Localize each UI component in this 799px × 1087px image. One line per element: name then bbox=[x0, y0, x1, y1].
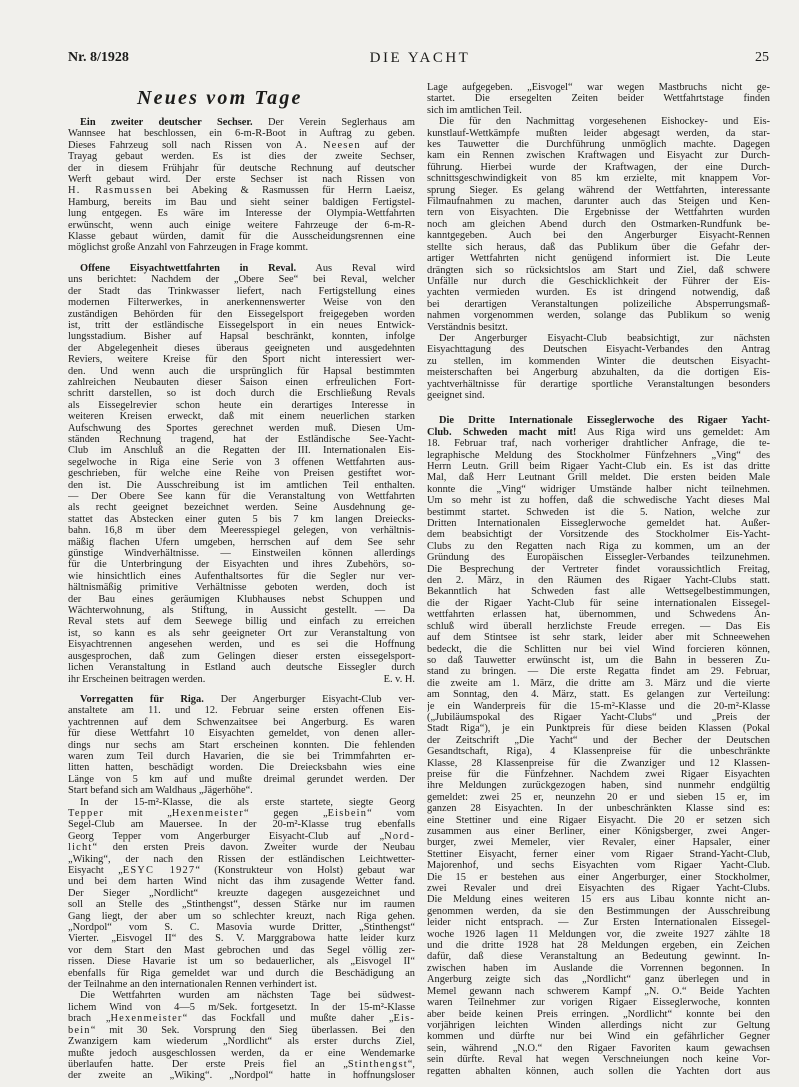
emphasized-name: Tepper bbox=[68, 807, 104, 819]
text-line: Die für den Nachmittag vorgesehenen Eishockey- und Eis- bbox=[439, 116, 770, 128]
text-line bbox=[427, 415, 770, 426]
text-line: noch am gleichen Abend durch den Ostmarken-Rundfunk be- bbox=[427, 218, 770, 230]
text-line: vor dem Start den Mast gebrochen und das Segel völlig zer- bbox=[68, 944, 415, 956]
text-line: Segel-Club am Mauersee. In der 20-m²-Klasse trug ebenfalls bbox=[68, 819, 415, 831]
text-line: regatten abhalten können, auch sollen die Yachten dort aus bbox=[427, 1065, 770, 1077]
text-line: lungsstadium. Bisher auf Hapsal beschränkt, konnten, infolge bbox=[68, 331, 415, 343]
text-line: meisterschaften bei Angerburg abzuhalten, da die dortigen Eis- bbox=[427, 367, 770, 379]
text-line: je ein Wanderpreis für die 15-m²-Klasse und die 20-m²-Klasse bbox=[427, 700, 770, 712]
article bbox=[68, 694, 415, 1082]
text-line: und die dritte 1928 hat 28 Meldungen ergeben, ein Zeichen bbox=[427, 940, 770, 952]
text-line: der in diesem Frühjahr für deutsche Rechnung auf deutscher bbox=[68, 162, 415, 174]
text-line: der Teilnahme an den internationalen Rennen verhindert ist. bbox=[68, 979, 317, 991]
text-line: 18. Februar traf, nach vorheriger drahtlicher Anfrage, die te- bbox=[427, 438, 770, 450]
emphasized-name: bein bbox=[68, 1024, 91, 1036]
text-line: auf dem Stintsee ist sehr stark, leider aber mit Schneewehen bbox=[427, 632, 770, 644]
text-run: Dieses Fahrzeug soll nach Rissen von bbox=[68, 139, 296, 151]
text-line: zwei Revaler und drei Eisyachten des Rigaer Yacht-Clubs. bbox=[427, 883, 770, 895]
text-line: Dritten Internationalen Eisseglerwoche gemeldet hat. Außer- bbox=[427, 518, 770, 530]
text-run: “ gegen „ bbox=[244, 807, 328, 819]
text-line: Wannsee hat beschlossen, ein 6-m-R-Boot in Auftrag zu geben. bbox=[68, 128, 415, 140]
text-line: stellte sich heraus, daß das Publikum über die Gefahr der- bbox=[427, 241, 770, 253]
text-line: kam ein Rennen zwischen Kraftwagen und Eisyacht zur Durch- bbox=[427, 150, 770, 162]
author-signature: E. v. H. bbox=[383, 673, 415, 685]
text-run: auf der bbox=[360, 139, 415, 151]
text-line: mußte jedoch ausgeschlossen werden, da er eine Wendemarke bbox=[68, 1047, 415, 1059]
emphasized-name: Hexenmeister bbox=[171, 807, 245, 819]
text-line: führung. Hierbei wurde der Kraftwagen, der eine Durch- bbox=[427, 161, 770, 173]
emphasized-name: Stinthengst bbox=[347, 1058, 408, 1070]
text-line: tern von Eisyachten. Die Ergebnisse der Wettfahrten wurden bbox=[427, 207, 770, 219]
text-line: zu stellen, im kommenden Winter die deutschen Eisyacht- bbox=[427, 355, 770, 367]
text-run: überlaufen hatte. Der erste Preis fiel an „ bbox=[68, 1058, 348, 1070]
text-line: yachtrennen auf dem Schwenzaitsee bei Angerburg. Es waren bbox=[68, 716, 415, 728]
text-line: Die Besprechung der Vertreter findet voraussichtlich Freitag, bbox=[427, 563, 770, 575]
article bbox=[68, 117, 415, 254]
text-line: kunstlauf-Wettkämpfe mußten leider abgesagt werden, da star- bbox=[427, 127, 770, 139]
text-line: ebenfalls für Riga gemeldet war und durch die Beschädigung an bbox=[68, 967, 415, 979]
text-line: den 2. März, in den Räumen des Rigaer Yacht-Clubs statt. bbox=[427, 575, 770, 587]
text-line: am Sonntag, den 4. März, statt. Es gelangen zur Verteilung: bbox=[427, 689, 770, 701]
text-line: Aufschwung des Sportes gerechnet werden muß. Diesen Um- bbox=[68, 422, 415, 434]
text-line: Majorenhof, und sechs Eisyachten vom Rigaer Yacht-Club. bbox=[427, 860, 770, 872]
text-line: Um so mehr ist zu hoffen, daß die schwedische Yacht dieses Mal bbox=[427, 495, 770, 507]
text-line: Verständnis besitzt. bbox=[427, 321, 508, 333]
text-line: mäßig flachen Ufern umgeben, herrschen auf dem See sehr bbox=[68, 536, 415, 548]
text-line: Klasse, 28 Klassenpreise für die Zwanziger und 12 Klassen- bbox=[427, 757, 770, 769]
text-line: der Stadt das Trinkwasser liefert, nach Fertigstellung eines bbox=[68, 285, 415, 297]
text-line: stattet das Abstecken einer guten 5 bis 7 km langen Dreiecks- bbox=[68, 513, 415, 525]
text-line: Eisyachtrennen angesehen werden, und es sei die Hoffnung bbox=[68, 639, 415, 651]
text-line: den. Und wenn auch die ursprünglich für Hapsal bestimmten bbox=[68, 365, 415, 377]
emphasized-name: Eis- bbox=[393, 1013, 415, 1025]
text-run: bei Abeking & Rasmussen für Herrn Laeisz, bbox=[152, 185, 415, 197]
emphasized-name: ESYC 1927 bbox=[122, 865, 196, 876]
text-line: gemeldet: zwei 25 er, neunzehn 20 er und sieben 15 er, im bbox=[427, 791, 770, 803]
text-line: Die Meldung eines weiteren 15 ers aus Libau konnte nicht an- bbox=[427, 894, 770, 906]
text-run: Aus Reval wird bbox=[296, 262, 415, 274]
text-line: Vierter. „Eisvogel II“ des S. V. Marggrabowa hatte leider kurz bbox=[68, 933, 415, 945]
text-line: schluß wird überall herzlichste Freude erregen. — Das Eis bbox=[427, 620, 770, 632]
text-line: Trayag gebaut werden. Es ist dies der zweite Sechser, bbox=[68, 151, 415, 163]
emphasized-name: H. Rasmussen bbox=[68, 185, 153, 197]
text-line: bahn. 16,8 m über dem Meeresspiegel gelegen, von verhältnis- bbox=[68, 525, 415, 537]
text-line: modernen Filterwerkes, in anerkennenswerter Weise von den bbox=[68, 297, 415, 309]
text-line: Memel gewann nach schwerem Kampf „N. O.“ Beide Yachten bbox=[427, 985, 770, 997]
text-line: burger, zwei Memeler, vier Revaler, einer Hapsaler, einer bbox=[427, 837, 770, 849]
text-line: segelwoche in Riga eine Serie von 3 offenen Wettfahrten aus- bbox=[68, 456, 415, 468]
text-line: dings nur sechs am Start erscheinen konnten. Die fehlenden bbox=[68, 739, 415, 751]
text-line: schritt darstellen, so ist doch durch die Erschließung Revals bbox=[68, 388, 415, 400]
text-line: Reval stets auf dem Seewege billig und einfach zu erreichen bbox=[68, 616, 415, 628]
text-line: uns berichtet: Nachdem der „Obere See“ bei Reval, welcher bbox=[68, 274, 415, 286]
text-line: Hamburg, bereits im Bau und sieht seiner baldigen Fertigstel- bbox=[68, 196, 415, 208]
text-line: Clubs zu den Regatten nach Riga zu kommen, um an der bbox=[427, 540, 770, 552]
text-run: ihr Erscheinen beitragen werden. bbox=[68, 673, 206, 685]
text-line: Die 15 er bestehen aus einer Angerburger, einer Stockholmer, bbox=[427, 871, 770, 883]
text-line: Lage aufgegeben. „Eisvogel“ war wegen Mastbruchs nicht ge- bbox=[427, 82, 770, 93]
text-line: der Bau eines geräumigen Klubhauses nebst Schuppen und bbox=[68, 593, 415, 605]
text-line: geeignet sind. bbox=[427, 389, 485, 401]
paragraph bbox=[427, 82, 770, 116]
run-in-heading: Ein zweiter deutscher Sechser. bbox=[80, 117, 253, 128]
text-run: Der Angerburger Eisyacht-Club ver- bbox=[203, 693, 415, 705]
text-line: Reviers, weitere Kreise für den Sport nicht interessiert wer- bbox=[68, 354, 415, 366]
text-line bbox=[68, 117, 415, 128]
run-in-heading: Offene Eisyachtwettfahrten in Reval. bbox=[80, 262, 297, 274]
text-run: “, bbox=[407, 1058, 415, 1070]
text-line: günstige Windverhältnisse. — Einstweilen können allerdings bbox=[68, 548, 415, 560]
text-line: kes Tauwetter die Durchführung unmöglich machte. Dagegen bbox=[427, 139, 770, 151]
text-line: („Jubiläumspokal des Rigaer Yacht-Clubs“ und „Preis der bbox=[427, 711, 770, 723]
text-line: Stettiner Eisyacht, ferner einer vom Rigaer Strand-Yacht-Club, bbox=[427, 848, 770, 860]
text-line bbox=[68, 808, 415, 819]
text-line: Der Angerburger Eisyacht-Club beabsichtigt, zur nächsten bbox=[439, 332, 770, 344]
text-line: legraphische Meldung des Stockholmer Fünfzehners „Ving“ des bbox=[427, 449, 770, 461]
text-run: “ den ersten Preis davon. Zweiter wurde der Neubau bbox=[92, 842, 415, 854]
text-line: erwünscht, wenn auch einige weitere Fahrzeuge der 6-m-R- bbox=[68, 219, 415, 231]
text-line bbox=[68, 831, 415, 842]
text-line: zusammen aus einer Berliner, einer Königsberger, zwei Anger- bbox=[427, 826, 770, 837]
text-line: eine Stettiner und eine Rigaer Eisyacht. Die 20 er setzen sich bbox=[427, 814, 770, 826]
emphasized-name: A. Neesen bbox=[295, 139, 361, 151]
text-line: Herrn Leutn. Grill beim Rigaer Yacht-Club ein. Es ist das dritte bbox=[427, 461, 770, 472]
text-line: Die Wettfahrten wurden am nächsten Tage bei südwest- bbox=[80, 990, 415, 1002]
text-line: zuständigen Behörden für den Eissegelsport freigegeben worden bbox=[68, 308, 415, 320]
emphasized-name: licht bbox=[68, 842, 93, 854]
text-line: Zwanzigern kam wiederum „Nordlicht“ als erster durchs Ziel, bbox=[68, 1036, 415, 1048]
paragraph bbox=[68, 117, 415, 254]
paragraph bbox=[68, 797, 415, 991]
text-line: yachten vermieden wurden. Es ist dringend notwendig, daß bbox=[427, 287, 770, 299]
text-run: Aus Riga wird uns gemeldet: Am bbox=[576, 426, 770, 438]
text-line bbox=[68, 842, 415, 853]
text-line: dafür, daß diese Veranstaltung an Bedeutung gewinnt. In- bbox=[427, 951, 770, 963]
text-line: stand zu bringen. — Die erste Regatta findet am 29. Februar, bbox=[427, 666, 770, 678]
text-line: als recht geeignet bezeichnet werden. Seine Ausdehnung ge- bbox=[68, 502, 415, 514]
text-line: „Nordpol“ vom S. C. Masovia wurde Dritter, „Stinthengst“ bbox=[68, 922, 415, 934]
text-line: aber beide keinen Preis erringen. „Nordlicht“ konnte bei den bbox=[427, 1008, 770, 1020]
text-line: bei derartigen Veranstaltungen polizeiliche Absperrungsmaß- bbox=[427, 298, 770, 310]
text-line: lichem Wind von 4—5 m/Sek. fortgesetzt. In der 15-m²-Klasse bbox=[68, 1001, 415, 1013]
text-line: ihre Meldungen zurückgezogen haben, sind nunmehr endgültig bbox=[427, 780, 770, 792]
paragraph bbox=[427, 333, 770, 401]
text-line bbox=[68, 694, 415, 705]
paragraph bbox=[427, 415, 770, 1077]
emphasized-name: Nord- bbox=[384, 830, 415, 842]
text-line: Bekanntlich hat Schweden fast alle Wettsegelbestimmungen, bbox=[427, 586, 770, 598]
text-line: ganzen 28 Eisyachten. In der unbeschränkten Klasse sind es: bbox=[427, 803, 770, 815]
paragraph bbox=[68, 263, 415, 685]
text-line: konnte die „Ving“ widriger Umstände halber nicht teilnehmen. bbox=[427, 483, 770, 495]
text-line: für die Unterbringung der Eisyachten und ihres Zubehörs, so- bbox=[68, 559, 415, 571]
text-line: sich im amtlichen Teil. bbox=[427, 104, 522, 116]
text-line: Mal, daß Herr Leutnant Grill meldet. Die ersten beiden Male bbox=[427, 472, 770, 484]
left-text-column bbox=[68, 117, 415, 1082]
text-line: kommen und dürfte nur bei Wind ein gefährlicher Gegner bbox=[427, 1031, 770, 1043]
text-line: sprung Sieger. Es gelang während der Wettfahrten, interessante bbox=[427, 184, 770, 196]
emphasized-name: Eisbein bbox=[327, 807, 368, 819]
right-text-column bbox=[427, 82, 770, 1077]
text-line: den ist. Die Ausschreibung ist im amtlichen Teil enthalten. bbox=[68, 479, 415, 491]
text-line: rissen. Diese Havarie ist um so bedauerlicher, als „Eisvogel II“ bbox=[68, 956, 415, 968]
paragraph bbox=[427, 116, 770, 333]
run-in-heading: Die Dritte Internationale Eisseglerwoche des Rigaer Yacht- bbox=[439, 415, 770, 427]
text-line: waren Teilnehmer zur vorigen Rigaer Eisseglerwoche, konnten bbox=[427, 997, 770, 1009]
text-line: Gang liegt, der aber um so schlechter kreuzt, nach Riga gehen. bbox=[68, 910, 415, 922]
text-run: mit „ bbox=[103, 807, 172, 819]
text-line bbox=[68, 1059, 415, 1070]
text-line: weiteren Kreisen erweckt, daß mit einem neuerlichen starken bbox=[68, 411, 415, 423]
text-line: und bei dem harten Wind nicht das ihm zusagende Wetter fand. bbox=[68, 876, 415, 888]
text-line: Unfälle nur durch die Geschicklichkeit der Führer der Eis- bbox=[427, 275, 770, 287]
text-line: startet. Die ersegelten Zeiten beider Wettfahrtstage finden bbox=[427, 93, 770, 105]
text-run: “ vom bbox=[367, 807, 415, 819]
text-line: zahlreichen Neubauten dieser Saison einen erfreulichen Fort- bbox=[68, 376, 415, 388]
text-line: ständen Rechnung tragend, hat der Estländische See-Yacht- bbox=[68, 433, 415, 445]
text-line bbox=[68, 865, 415, 876]
text-run: Eisyacht „ bbox=[68, 865, 123, 876]
text-line: artiger Wettfahrten nicht genügend informiert ist. Die Leute bbox=[427, 253, 770, 265]
text-line: Eisyachttagung des Deutschen Eisyacht-Verbandes den Antrag bbox=[427, 344, 770, 356]
text-line: Stadt Riga“), je ein Punktpreis für diese beiden Klassen (Pokal bbox=[427, 723, 770, 735]
text-line: der Zeitschrift „Die Yacht“ und der Becher der Deutschen bbox=[427, 734, 770, 746]
issue-number: Nr. 8/1928 bbox=[68, 50, 129, 65]
text-line: waren zum Teil durch Havarien, die sie bei Trimmfahrten er- bbox=[68, 750, 415, 762]
text-line: ist, tritt der estländische Eissegelsport in ein neues Entwick- bbox=[68, 319, 415, 331]
text-line: genommen werden, da sie den Bestimmungen der Ausschreibung bbox=[427, 905, 770, 917]
text-line: Klasse gebaut würden, damit für die Ausscheidungsrennen eine bbox=[68, 231, 415, 243]
text-line bbox=[68, 1013, 415, 1024]
text-run: brach „ bbox=[68, 1013, 111, 1025]
text-line: litten hatten, beschädigt worden. Die Dreiecksbahn wies eine bbox=[68, 762, 415, 774]
text-line: Gründung des Europäischen Eissegler-Verbandes teilzunehmen. bbox=[427, 552, 770, 564]
text-line: Der Sieger „Nordlicht“ kreuzte dagegen ausgezeichnet und bbox=[68, 887, 415, 899]
text-line: für diese Wettfahrt 10 Eisyachten gemeldet, von denen aller- bbox=[68, 728, 415, 740]
text-line bbox=[68, 263, 415, 274]
text-line: Angerburg zeigte sich das „Nordlicht“ ganz überlegen und in bbox=[427, 974, 770, 986]
text-line: ausgesprochen, daß zum Gelingen dieser ersten eissegelsport- bbox=[68, 650, 415, 662]
text-line: ist, so kann es als sehr geeigneter Ort zur Veranstaltung von bbox=[68, 627, 415, 639]
text-line: yachtverhältnisse für derartige sportliche Veranstaltungen besonders bbox=[427, 378, 770, 390]
text-run: Georg Tepper vom Angerburger Eisyacht-Club auf „ bbox=[68, 830, 385, 842]
paragraph bbox=[68, 990, 415, 1081]
text-line: der zweite an „Wiking“. „Nordpol“ hatte in hoffnungsloser bbox=[68, 1070, 415, 1082]
text-line bbox=[68, 674, 415, 685]
page-number: 25 bbox=[755, 50, 769, 65]
text-line: bedeckt, die die Schlitten nur bei viel Wind forcieren können, bbox=[427, 643, 770, 655]
text-line: hältnismäßig primitive Verhältnisse geboten werden, doch ist bbox=[68, 582, 415, 594]
text-line: Filmaufnahmen zu machen, darunter auch das Steigen und Ken- bbox=[427, 196, 770, 208]
text-line: „Wiking“, der nach den Rissen der estländischen Leichtwetter- bbox=[68, 853, 415, 865]
text-line: schnittsgeschwindigkeit von 85 km erzielte, mit knappem Vor- bbox=[427, 173, 770, 185]
text-line: der Abgelegenheit dieses überaus geeigneten und ausgedehnten bbox=[68, 342, 415, 354]
text-line: Club im Anschluß an die Regatten der III. Internationalen Eis- bbox=[68, 445, 415, 457]
text-line: dem beabsichtigt der Vorsitzende des Stockholmer Eis-Yacht- bbox=[427, 529, 770, 541]
text-line: als Eissegelrevier schon heute ein derartiges Interesse in bbox=[68, 399, 415, 411]
text-run: “ (Konstrukteur von Holst) gebaut war bbox=[195, 865, 415, 876]
text-line: Werft gebaut wird. Der erste Sechser ist nach Rissen von bbox=[68, 174, 415, 186]
text-line: leider nicht entsprach. — Zur Ersten Internationalen Eissegel- bbox=[427, 917, 770, 929]
text-line: Wächterwohnung, als Stiftung, in Aussicht gestellt. — Da bbox=[68, 605, 415, 617]
section-title: Neues vom Tage bbox=[137, 87, 303, 109]
text-line: so daß Tauwetter erwünscht ist, um die Bahn in besseren Zu- bbox=[427, 654, 770, 666]
text-line: In der 15-m²-Klasse, die als erste startete, siegte Georg bbox=[80, 796, 415, 808]
text-line bbox=[68, 140, 415, 151]
text-line: nahmen vorgenommen werden, solange das Publikum so wenig bbox=[427, 310, 770, 322]
text-line: möglichst große Anzahl von Fahrzeugen in Frage kommt. bbox=[68, 242, 309, 254]
text-line: wettfahrten erlassen hat, übernommen, und Schwedens An- bbox=[427, 609, 770, 621]
text-line: die zweite am 1. März, die dritte am 3. März und die vierte bbox=[427, 677, 770, 689]
text-line: lichen Veranstaltung in Estland auch deutsche Eissegler durch bbox=[68, 662, 415, 674]
text-line: Länge von 5 km auf und mußte dreimal gerundet werden. Der bbox=[68, 773, 415, 785]
text-line: sein, während „N.O.“ den Rigaer Favoriten kaum gewachsen bbox=[427, 1042, 770, 1054]
text-line: bestimmt startet. Schweden ist die 5. Nation, welche zur bbox=[427, 506, 770, 518]
text-line bbox=[427, 427, 770, 438]
text-line: sein dürfte. Reval hat wegen Verschneiungen noch keine Vor- bbox=[427, 1054, 770, 1066]
article bbox=[427, 415, 770, 1077]
text-line bbox=[68, 1025, 415, 1036]
emphasized-name: Hexenmeister bbox=[110, 1013, 183, 1025]
text-run: “ das Fockfall und mußte daher „ bbox=[182, 1013, 394, 1025]
text-line: vorjährigen leichten Winden allerdings nicht zur Geltung bbox=[427, 1019, 770, 1031]
magazine-title: DIE YACHT bbox=[369, 50, 471, 66]
text-line: geschrieben, für welche eine Reihe von Preisen gestiftet wor- bbox=[68, 468, 415, 480]
run-in-heading: Vorregatten für Riga. bbox=[80, 693, 204, 705]
text-line: drängten sich so rücksichtslos am Start und Ziel, daß schwere bbox=[427, 264, 770, 276]
text-line: die der Rigaer Yacht-Club für seine internationalen Eissegel- bbox=[427, 597, 770, 609]
text-line: — Der Obere See kann für die Veranstaltung von Wettfahrten bbox=[68, 491, 415, 502]
text-line: anstaltete am 11. und 12. Februar seine ersten offenen Eis- bbox=[68, 705, 415, 717]
text-line: Gesandtschaft, Riga), 4 Klassenpreise für die unbeschränkte bbox=[427, 746, 770, 758]
text-run: “ mit 30 Sek. Vorsprung den Sieg überlassen. Bei den bbox=[90, 1024, 415, 1036]
text-line: woche 1926 lagen 11 Meldungen vor, die zweite 1927 zählte 18 bbox=[427, 928, 770, 940]
text-line: lung entgegen. Es wäre im Interesse der Olympia-Wettfahrten bbox=[68, 208, 415, 220]
text-line bbox=[68, 185, 415, 196]
text-line: preise für die Fünfzehner. Nachdem zwei Rigaer Eisyachten bbox=[427, 768, 770, 780]
article bbox=[68, 263, 415, 685]
text-line: zwischen haben im Auslande die Vorrennen begonnen. In bbox=[427, 962, 770, 974]
text-line: kanntgegeben. Auch bei den Angerburger Eisyacht-Rennen bbox=[427, 230, 770, 242]
text-line: wie hinsichtlich eines Aufenthaltsortes für die Segler nur ver- bbox=[68, 570, 415, 582]
run-in-heading: Club. Schweden macht mit! bbox=[427, 426, 577, 438]
article bbox=[427, 82, 770, 401]
paragraph bbox=[68, 694, 415, 797]
text-line: soll an Stelle des „Stinthengst“, dessen Stärke nur im raumen bbox=[68, 899, 415, 911]
text-run: Der Verein Seglerhaus am bbox=[252, 117, 415, 128]
text-line: Start befand sich am Waldhaus „Jägerhöhe“. bbox=[68, 785, 253, 797]
